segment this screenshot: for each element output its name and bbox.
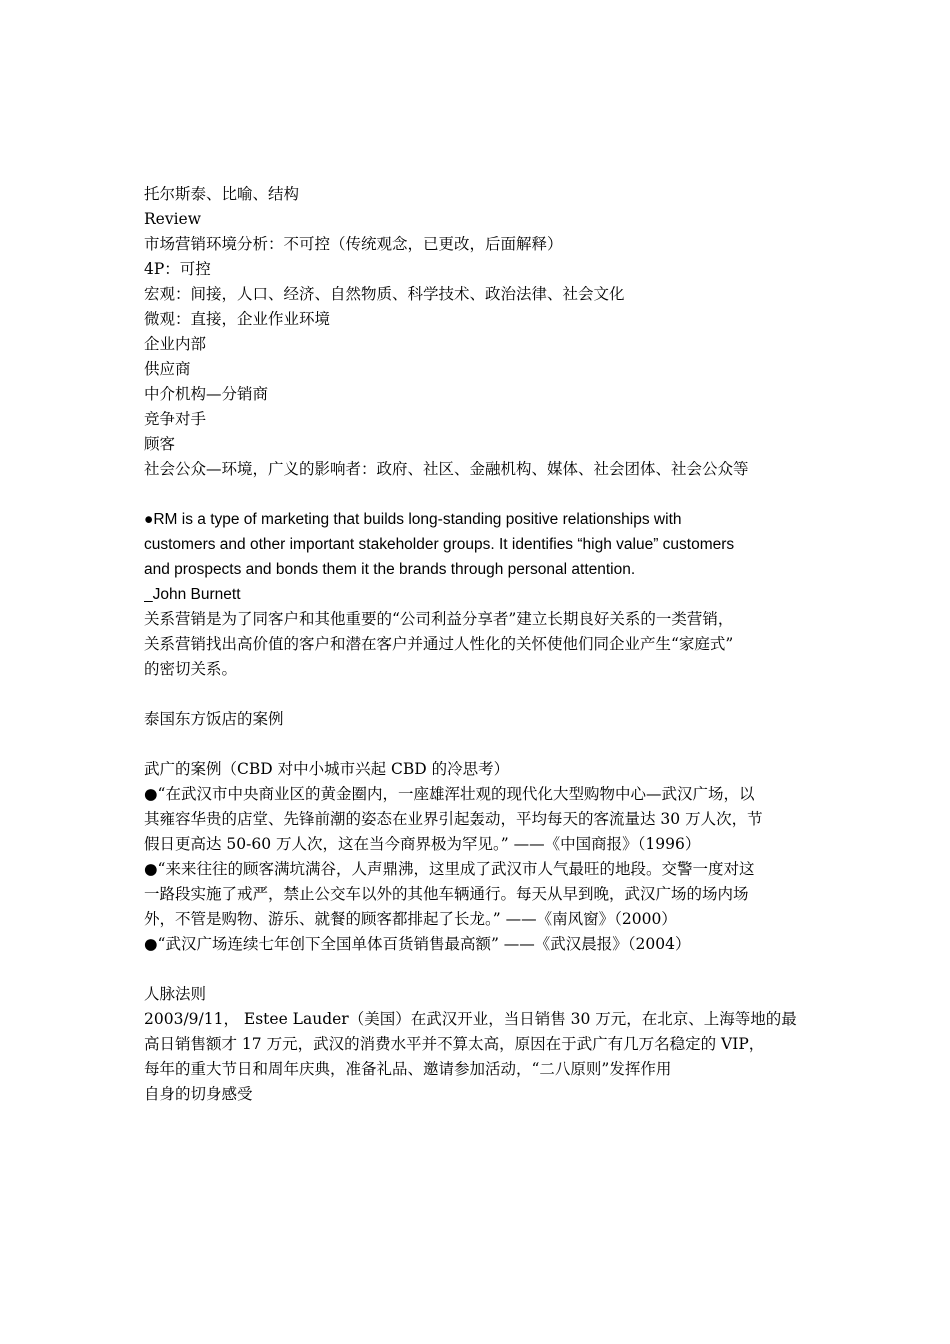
quote-line: customers and other important stakeholder groups. It identifies “high value” customers bbox=[144, 536, 735, 553]
text-line: 托尔斯泰、比喻、结构 bbox=[144, 185, 300, 203]
text-line: 企业内部 bbox=[144, 335, 207, 353]
text-line: 每年的重大节日和周年庆典，准备礼品、邀请参加活动，“二八原则”发挥作用 bbox=[144, 1060, 672, 1078]
section-heading: 人脉法则 bbox=[144, 985, 207, 1003]
text-line: 一路段实施了戒严，禁止公交车以外的其他车辆通行。每天从早到晚，武汉广场的场内场 bbox=[144, 885, 749, 903]
text-line: 2003/9/11， Estee Lauder（美国）在武汉开业，当日销售 30 万元，在北京、上海等地的最 bbox=[144, 1010, 797, 1028]
text-line: 4P：可控 bbox=[144, 260, 211, 278]
document-body bbox=[144, 182, 814, 1107]
text-line: 中介机构—分销商 bbox=[144, 385, 269, 403]
environment-outline bbox=[144, 182, 814, 482]
text-line: 关系营销找出高价值的客户和潜在客户并通过人性化的关怀使他们同企业产生“家庭式” bbox=[144, 635, 734, 653]
case-heading: 武广的案例（CBD 对中小城市兴起 CBD 的冷思考） bbox=[144, 760, 510, 778]
rm-definition-quote bbox=[144, 507, 814, 607]
text-line: 高日销售额才 17 万元，武汉的消费水平并不算太高，原因在于武广有几万名稳定的 VIP， bbox=[144, 1035, 765, 1053]
text-line: 其雍容华贵的店堂、先锋前潮的姿态在业界引起轰动，平均每天的客流量达 30 万人次，节 bbox=[144, 810, 763, 828]
case-wuguang bbox=[144, 757, 814, 957]
quote-line: ●RM is a type of marketing that builds long-standing positive relationships with bbox=[144, 511, 682, 528]
text-line: 关系营销是为了同客户和其他重要的“公司利益分享者”建立长期良好关系的一类营销， bbox=[144, 610, 734, 628]
text-line: 社会公众—环境，广义的影响者：政府、社区、金融机构、媒体、社会团体、社会公众等 bbox=[144, 460, 749, 478]
text-line: 供应商 bbox=[144, 360, 191, 378]
text-line: ●“在武汉市中央商业区的黄金圈内，一座雄浑壮观的现代化大型购物中心—武汉广场，以 bbox=[144, 785, 755, 803]
text-line: 外，不管是购物、游乐、就餐的顾客都排起了长龙。” ——《南风窗》（2000） bbox=[144, 910, 677, 928]
text-line: 顾客 bbox=[144, 435, 176, 453]
text-line: Review bbox=[144, 210, 201, 228]
text-line: 竞争对手 bbox=[144, 410, 207, 428]
quote-author: _John Burnett bbox=[144, 586, 241, 603]
text-line: 宏观：间接，人口、经济、自然物质、科学技术、政治法律、社会文化 bbox=[144, 285, 625, 303]
text-line: 假日更高达 50-60 万人次，这在当今商界极为罕见。” ——《中国商报》（1996） bbox=[144, 835, 701, 853]
text-line: 自身的切身感受 bbox=[144, 1085, 253, 1103]
rm-translation bbox=[144, 607, 814, 682]
quote-line: and prospects and bonds them it the brands through personal attention. bbox=[144, 561, 636, 578]
text-line: 市场营销环境分析：不可控（传统观念，已更改，后面解释） bbox=[144, 235, 563, 253]
text-line: 微观：直接，企业作业环境 bbox=[144, 310, 331, 328]
text-line: ●“来来往往的顾客满坑满谷，人声鼎沸，这里成了武汉市人气最旺的地段。交警一度对这 bbox=[144, 860, 755, 878]
text-line: ●“武汉广场连续七年创下全国单体百货销售最高额” ——《武汉晨报》（2004） bbox=[144, 935, 691, 953]
text-line: 的密切关系。 bbox=[144, 660, 238, 678]
case-heading-thai: 泰国东方饭店的案例 bbox=[144, 710, 284, 728]
network-rule bbox=[144, 982, 814, 1107]
